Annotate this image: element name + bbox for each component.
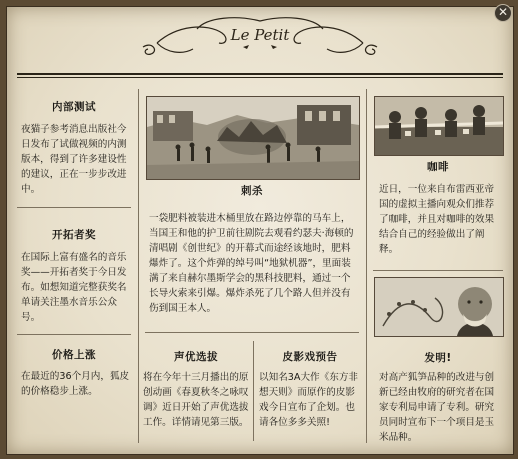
article-title-shadow-play: 皮影戏预告 <box>282 351 338 363</box>
right-divider <box>373 270 503 271</box>
close-button[interactable] <box>494 4 512 22</box>
article-body-voice-casting: 将在今年十三月播出的原创动画《春夏秋冬之咏叹调》近日开始了声优选拔工作。详情请见第三版。 <box>143 372 249 428</box>
article-body-assassination: 一袋肥料被装进木桶里放在路边停靠的马车上，当国王和他的护卫前往剧院去观看约瑟夫·海顿的清唱剧《创世纪》的开幕式而途经该地时，肥料爆炸了。这个炸弹的绰号叫“地狱机器”，里面装满了来自赫尔墨斯学会的黑科技肥料，通过一个长导火索来引爆。爆炸杀死了几个路人但并没有伤到国王本人。 <box>149 213 354 314</box>
left-divider-2 <box>17 334 131 335</box>
newspaper-page <box>6 6 514 455</box>
masthead-rule-bottom <box>17 77 503 78</box>
masthead-rule-top <box>17 73 503 75</box>
article-title-assassination: 刺杀 <box>241 185 263 197</box>
coffee-illustration <box>374 96 504 156</box>
assassination-illustration <box>146 96 360 180</box>
column-divider-left <box>138 89 139 443</box>
center-divider <box>145 332 359 333</box>
close-icon: ✕ <box>497 5 509 19</box>
column-divider-right <box>366 89 367 443</box>
article-title-internal-test: 内部测试 <box>52 101 96 113</box>
article-body-shadow-play: 以知名3A大作《东方非想天则》而原作的皮影戏今日宣布了企划。也请各位多多关照! <box>259 372 359 428</box>
left-divider-1 <box>17 207 131 208</box>
invention-illustration <box>374 277 504 337</box>
article-title-pioneer-award: 开拓者奖 <box>52 229 96 241</box>
article-title-price-rise: 价格上涨 <box>52 349 96 361</box>
article-body-internal-test: 夜猫子参考消息出版社今日发布了试做视频的内测版本，得到了许多建设性的建议，正在一步步改进中。 <box>21 124 127 195</box>
article-title-coffee: 咖啡 <box>427 161 449 173</box>
article-body-price-rise: 在最近的36个月内，狐皮的价格稳步上涨。 <box>21 371 130 397</box>
article-body-pioneer-award: 在国际上富有盛名的音乐奖——开拓者奖于今日发布。如想知道完整获奖名单请关注墨水音乐公众号。 <box>21 252 127 323</box>
article-body-coffee: 近日，一位来自布雷西亚帝国的虚拟主播向观众们推荐了咖啡，并且对咖啡的效果结合自己的经验做出了阐释。 <box>379 184 495 255</box>
article-title-invention: 发明! <box>424 352 452 364</box>
masthead-title: Le Petit <box>230 26 290 44</box>
article-body-invention: 对高产狐笋品种的改进与创新已经由牧府的研究者在国家专利局申请了专利。研究员同时宣布下一个项目是玉米品种。 <box>379 372 495 443</box>
article-title-voice-casting: 声优选拔 <box>174 351 218 363</box>
